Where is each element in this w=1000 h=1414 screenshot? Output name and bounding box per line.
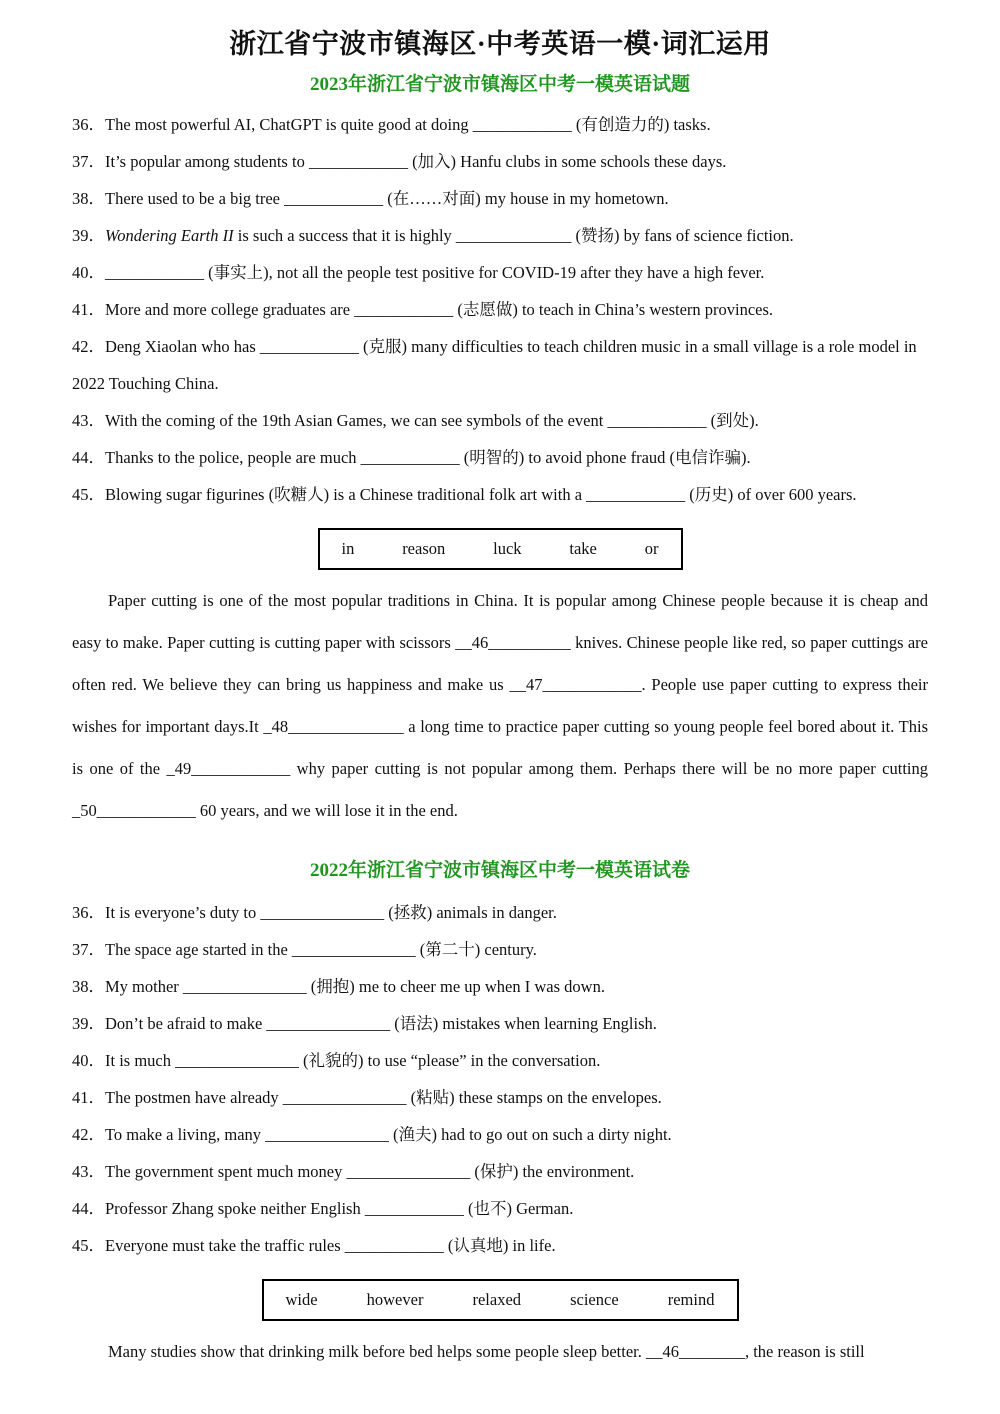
question-text: It’s popular among students to ____________ (加入) Hanfu clubs in some schools these days. (105, 152, 727, 171)
question-37-2022 (72, 931, 928, 968)
question-number: 38． (72, 189, 105, 208)
question-text: It is much _______________ (礼貌的) to use “please” in the conversation. (105, 1051, 601, 1070)
question-number: 43． (72, 411, 105, 430)
section-heading-2022: 2022年浙江省宁波市镇海区中考一模英语试卷 (309, 860, 690, 881)
question-text: Blowing sugar figurines (吹糖人) is a Chinese traditional folk art with a ____________ (历史) of over 600 years. (105, 485, 857, 504)
question-43-2022 (72, 1153, 928, 1190)
question-text: The government spent much money _______________ (保护) the environment. (105, 1162, 635, 1181)
question-number: 38． (72, 977, 105, 996)
question-text: Deng Xiaolan who has ____________ (克服) many difficulties to teach children music in a small village is a role model in 2022 Touching China. (72, 337, 917, 393)
question-40-2023 (72, 254, 928, 291)
question-42-2023 (72, 328, 928, 402)
word-bank-item: in (341, 539, 355, 558)
doc-title: 浙江省宁波市镇海区·中考英语一模·词汇运用 (229, 29, 771, 59)
question-number: 45． (72, 485, 105, 504)
question-text: The most powerful AI, ChatGPT is quite good at doing ____________ (有创造力的) tasks. (105, 115, 711, 134)
question-text: There used to be a big tree ____________ (在……对面) my house in my hometown. (105, 189, 669, 208)
question-36-2023 (72, 106, 928, 143)
question-text: My mother _______________ (拥抱) me to cheer me up when I was down. (105, 977, 605, 996)
question-text: is such a success that it is highly ______________ (赞扬) by fans of science fiction. (233, 226, 794, 245)
question-text: The postmen have already _______________ (粘贴) these stamps on the envelopes. (105, 1088, 662, 1107)
section-heading-2023: 2023年浙江省宁波市镇海区中考一模英语试题 (309, 74, 690, 95)
word-bank-item: science (570, 1290, 619, 1309)
question-text: Professor Zhang spoke neither English ____________ (也不) German. (105, 1199, 574, 1218)
word-bank-item: or (644, 539, 659, 558)
question-text: Thanks to the police, people are much ____________ (明智的) to avoid phone fraud (电信诈骗). (105, 448, 751, 467)
word-bank-item: wide (285, 1290, 318, 1309)
word-bank-item: remind (667, 1290, 715, 1309)
question-text: Everyone must take the traffic rules ____________ (认真地) in life. (105, 1236, 556, 1255)
question-number: 37． (72, 940, 105, 959)
question-43-2023 (72, 402, 928, 439)
question-number: 45． (72, 1236, 105, 1255)
question-italic-title: Wondering Earth II (105, 226, 234, 245)
question-number: 42． (72, 1125, 105, 1144)
question-38-2023 (72, 180, 928, 217)
question-text: With the coming of the 19th Asian Games, we can see symbols of the event ____________ (到处). (105, 411, 759, 430)
question-41-2023 (72, 291, 928, 328)
question-44-2023 (72, 439, 928, 476)
question-number: 40． (72, 263, 105, 282)
passage-milk-first-line: Many studies show that drinking milk before bed helps some people sleep better. __46________, the reason is still (108, 1342, 865, 1361)
question-text: It is everyone’s duty to _______________ (拯救) animals in danger. (105, 903, 557, 922)
question-number: 39． (72, 226, 105, 245)
word-bank-item: take (569, 539, 597, 558)
question-number: 42． (72, 337, 105, 356)
question-39-2023 (72, 217, 928, 254)
question-38-2022 (72, 968, 928, 1005)
question-number: 39． (72, 1014, 105, 1033)
question-36-2022 (72, 894, 928, 931)
question-42-2022 (72, 1116, 928, 1153)
word-bank-item: relaxed (472, 1290, 522, 1309)
question-45-2023 (72, 476, 928, 513)
word-bank-item: however (366, 1290, 424, 1309)
word-bank-2022 (262, 1279, 739, 1321)
question-number: 43． (72, 1162, 105, 1181)
question-40-2022 (72, 1042, 928, 1079)
question-39-2022 (72, 1005, 928, 1042)
question-37-2023 (72, 143, 928, 180)
question-number: 40． (72, 1051, 105, 1070)
question-text: To make a living, many _______________ (渔夫) had to go out on such a dirty night. (105, 1125, 672, 1144)
word-bank-item: reason (402, 539, 446, 558)
question-number: 44． (72, 448, 105, 467)
question-number: 41． (72, 300, 105, 319)
question-number: 41． (72, 1088, 105, 1107)
question-text: More and more college graduates are ____________ (志愿做) to teach in China’s western provinces. (105, 300, 774, 319)
question-45-2022 (72, 1227, 928, 1264)
question-text: The space age started in the _______________ (第二十) century. (105, 940, 537, 959)
passage-paper-cutting: Paper cutting is one of the most popular traditions in China. It is popular among Chinese people because it is cheap and easy to make. Paper cutting is cutting paper with scissors __46__________ knives. Chinese people like red, so paper cuttings are often red. We believe they can bring us happiness and make us __47____________. People use paper cutting to express their wishes for important days.It _48______________ a long time to practice paper cutting so young people feel bored about it. This is one of the _49____________ why paper cutting is not popular among them. Perhaps there will be no more paper cutting _50____________ 60 years, and we will lose it in the end. (72, 591, 928, 820)
question-text: Don’t be afraid to make _______________ (语法) mistakes when learning English. (105, 1014, 657, 1033)
question-number: 36． (72, 903, 105, 922)
word-bank-2023 (318, 528, 683, 570)
question-41-2022 (72, 1079, 928, 1116)
question-text: ____________ (事实上), not all the people test positive for COVID-19 after they have a high fever. (105, 263, 765, 282)
question-number: 37． (72, 152, 105, 171)
question-number: 44． (72, 1199, 105, 1218)
question-number: 36． (72, 115, 105, 134)
question-44-2022 (72, 1190, 928, 1227)
word-bank-item: luck (493, 539, 522, 558)
